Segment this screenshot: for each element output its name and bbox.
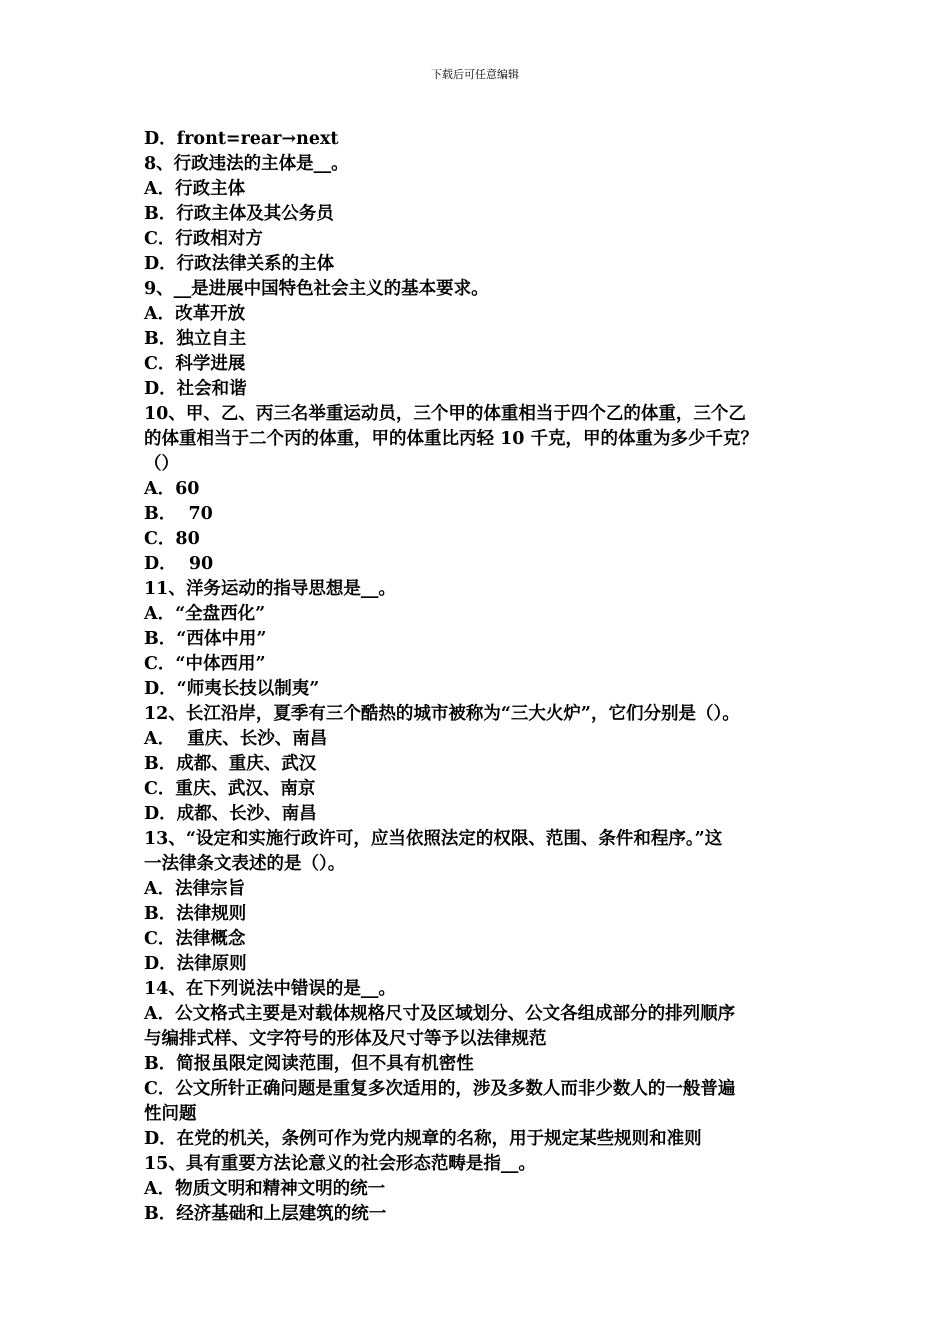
option-line: B．简报虽限定阅读范围，但不具有机密性 [144,1054,474,1074]
option-line: D．在党的机关，条例可作为党内规章的名称，用于规定某些规则和准则 [144,1129,702,1149]
option-line: D． 90 [144,554,214,574]
option-line: A．物质文明和精神文明的统一 [144,1179,386,1199]
option-line: D．行政法律关系的主体 [144,254,335,274]
option-line: D．成都、长沙、南昌 [144,804,317,824]
option-line: A． 重庆、长沙、南昌 [144,729,328,749]
option-line: A．公文格式主要是对载体规格尺寸及区域划分、公文各组成部分的排列顺序 [144,1004,736,1024]
option-line: C．科学进展 [144,354,246,374]
option-line: B．法律规则 [144,904,247,924]
option-line: B．“西体中用” [144,629,267,649]
option-line: B．成都、重庆、武汉 [144,754,317,774]
option-line: C．80 [144,529,200,549]
option-line: B． 70 [144,504,213,524]
question-line: 15、具有重要方法论意义的社会形态范畴是指__。 [144,1154,536,1174]
question-line: 11、洋务运动的指导思想是__。 [144,579,396,599]
document-body [144,127,809,1227]
option-line: C．行政相对方 [144,229,263,249]
question-line: （） [144,454,179,474]
question-line: 10、甲、乙、丙三名举重运动员，三个甲的体重相当于四个乙的体重，三个乙 [144,404,746,424]
option-line: B．独立自主 [144,329,247,349]
option-line: C．重庆、武汉、南京 [144,779,316,799]
question-line: 的体重相当于二个丙的体重，甲的体重比丙轻 10 千克，甲的体重为多少千克？ [144,429,759,449]
question-line: 12、长江沿岸，夏季有三个酷热的城市被称为“三大火炉”，它们分别是（）。 [144,704,740,724]
option-line: A．60 [144,479,200,499]
option-line: A．行政主体 [144,179,246,199]
option-line: D．社会和谐 [144,379,247,399]
option-line: B．行政主体及其公务员 [144,204,334,224]
option-line: A．改革开放 [144,304,246,324]
page-header: 下载后可任意编辑 [431,68,519,81]
option-line: A．“全盘西化” [144,604,266,624]
option-line: D．法律原则 [144,954,247,974]
option-line: D．“师夷长技以制夷” [144,679,320,699]
option-line: D．front=rear→next [144,129,339,149]
question-line: 13、“设定和实施行政许可，应当依照法定的权限、范围、条件和程序。”这 [144,829,723,849]
question-line: 9、__是进展中国特色社会主义的基本要求。 [144,279,489,299]
option-line: C．法律概念 [144,929,246,949]
option-line: C．公文所针正确问题是重复多次适用的，涉及多数人而非少数人的一般普遍 [144,1079,736,1099]
question-line: 8、行政违法的主体是__。 [144,154,349,174]
option-line: A．法律宗旨 [144,879,246,899]
option-line: C．“中体西用” [144,654,266,674]
question-line: 一法律条文表述的是（）。 [144,854,346,874]
option-line: B．经济基础和上层建筑的统一 [144,1204,387,1224]
option-line: 性问题 [144,1104,197,1124]
option-line: 与编排式样、文字符号的形体及尺寸等予以法律规范 [144,1029,547,1049]
question-line: 14、在下列说法中错误的是__。 [144,979,396,999]
